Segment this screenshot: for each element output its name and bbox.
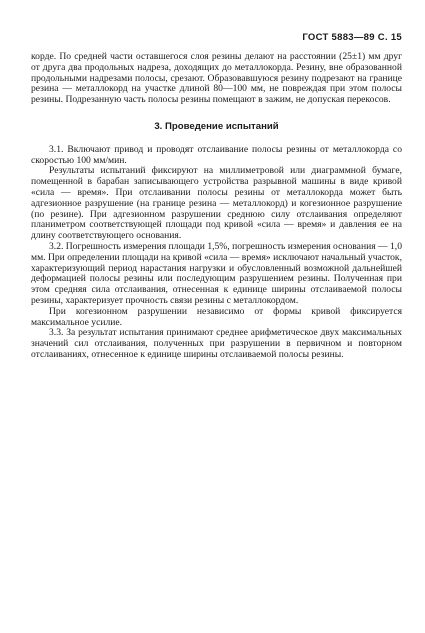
- paragraph-3-1: 3.1. Включают привод и проводят отслаивание полосы резины от металлокорда со скоростью 100 мм/мин.: [31, 143, 402, 166]
- paragraph-continuation: корде. По средней части оставшегося слоя резины делают на расстоянии (25±1) мм друг от друга два продольных надреза, доходящих до металлокорда. Резину, вне образованной продольными надрезами полосы, срезают. Образовавшуюся резину подрезают на границе резина — металлокорд на участке длиной 80—100 мм, не повреждая при этом полосы резины. Подрезанную часть полосы резины помещают в зажим, не допуская перекосов.: [31, 51, 402, 106]
- paragraph-3-2: 3.2. Погрешность измерения площади 1,5%, погрешность измерения основания — 1,0 мм. При определении площади на кривой «сила — время» исключают начальный участок, характеризующий период нарастания нагрузки и обусловленный возможной дальнейшей деформацией полосы резины или последующим разрушением резины. Полученная при этом средняя сила отслаивания, отнесенная к единице ширины отслаиваемой полосы резины, характеризует прочность связи резины с металлокордом.: [31, 240, 403, 306]
- paragraph-3-3: 3.3. За результат испытания принимают среднее арифметическое двух максимальных значений сил отслаивания, полученных при разрушении в первичном и повторном отслаиваниях, отнесенное к единице ширины отслаиваемой полосы резины.: [31, 327, 402, 360]
- paragraph-3-2-cohesive: При когезионном разрушении независимо от формы кривой фиксируется максимальное усилие.: [31, 305, 402, 328]
- paragraph-3-1-results: Результаты испытаний фиксируют на миллиметровой или диаграммной бумаге, помещенной в барабан записывающего устройства разрывной машины в виде кривой «сила — время». При отслаивании полосы резины от металлокорда может быть адгезионное разрушение (на границе резина — металлокорд) и когезионное разрушение (по резине). При адгезионном разрушении среднюю силу отслаивания определяют планиметром соответствующей площади под кривой «сила — время» и давления ее на длину соответствующего основания.: [31, 165, 402, 242]
- running-header: ГОСТ 5883—89 С. 15: [302, 32, 402, 43]
- section-heading: 3. Проведение испытаний: [154, 120, 279, 132]
- document-body: [31, 52, 402, 361]
